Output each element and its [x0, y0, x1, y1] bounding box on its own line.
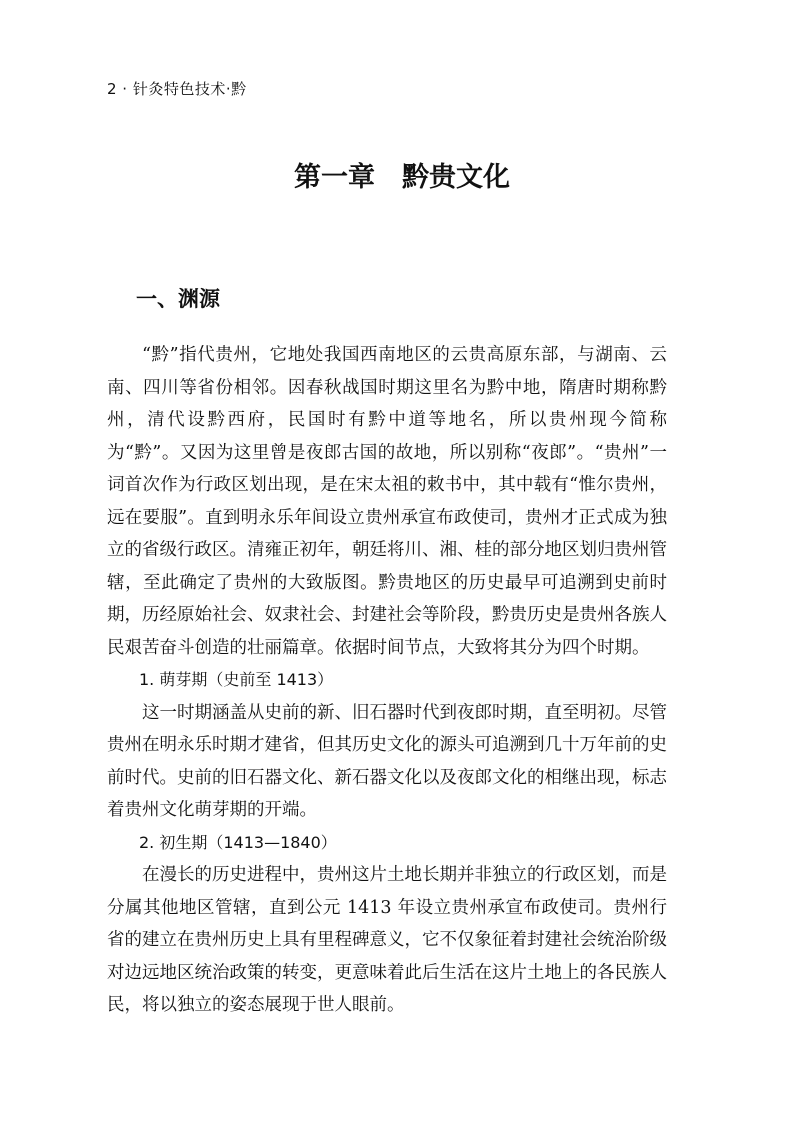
period1-heading: 1. 萌芽期（史前至 1413） [139, 670, 334, 689]
body-text [107, 339, 667, 1022]
period1-paragraph: 这一时期涵盖从史前的新、旧石器时代到夜郎时期，直至明初。尽管贵州在明永乐时期才建省，但其历史文化的源头可追溯到几十万年前的史前时代。史前的旧石器文化、新石器文化以及夜郎文化的相继出现，标志着贵州文化萌芽期的开端。 [107, 702, 667, 820]
intro-paragraph: “黔”指代贵州，它地处我国西南地区的云贵高原东部，与湖南、云南、四川等省份相邻。因春秋战国时期这里名为黔中地，隋唐时期称黔州，清代设黔西府，民国时有黔中道等地名，所以贵州现今简称为“黔”。又因为这里曾是夜郎古国的故地，所以别称“夜郎”。“贵州”一词首次作为行政区划出现，是在宋太祖的敕书中，其中载有“惟尔贵州，远在要服”。直到明永乐年间设立贵州承宣布政使司，贵州才正式成为独立的省级行政区。清雍正初年，朝廷将川、湘、桂的部分地区划归贵州管辖，至此确定了贵州的大致版图。黔贵地区的历史最早可追溯到史前时期，历经原始社会、奴隶社会、封建社会等阶段，黔贵历史是贵州各族人民艰苦奋斗创造的壮丽篇章。依据时间节点，大致将其分为四个时期。 [107, 345, 667, 658]
running-header: 2 · 针灸特色技术·黔 [107, 80, 247, 98]
section-heading: 一、渊源 [136, 287, 220, 311]
period2-heading: 2. 初生期（1413—1840） [139, 832, 337, 852]
period2-paragraph: 在漫长的历史进程中，贵州这片土地长期并非独立的行政区划，而是分属其他地区管辖，直到公元 1413 年设立贵州承宣布政使司。贵州行省的建立在贵州历史上具有里程碑意义，它不仅象征着封建社会统治阶级对边远地区统治政策的转变，更意味着此后生活在这片土地上的各民族人民，将以独立的姿态展现于世人眼前。 [107, 865, 667, 1015]
chapter-title: 第一章 黔贵文化 [294, 162, 510, 193]
